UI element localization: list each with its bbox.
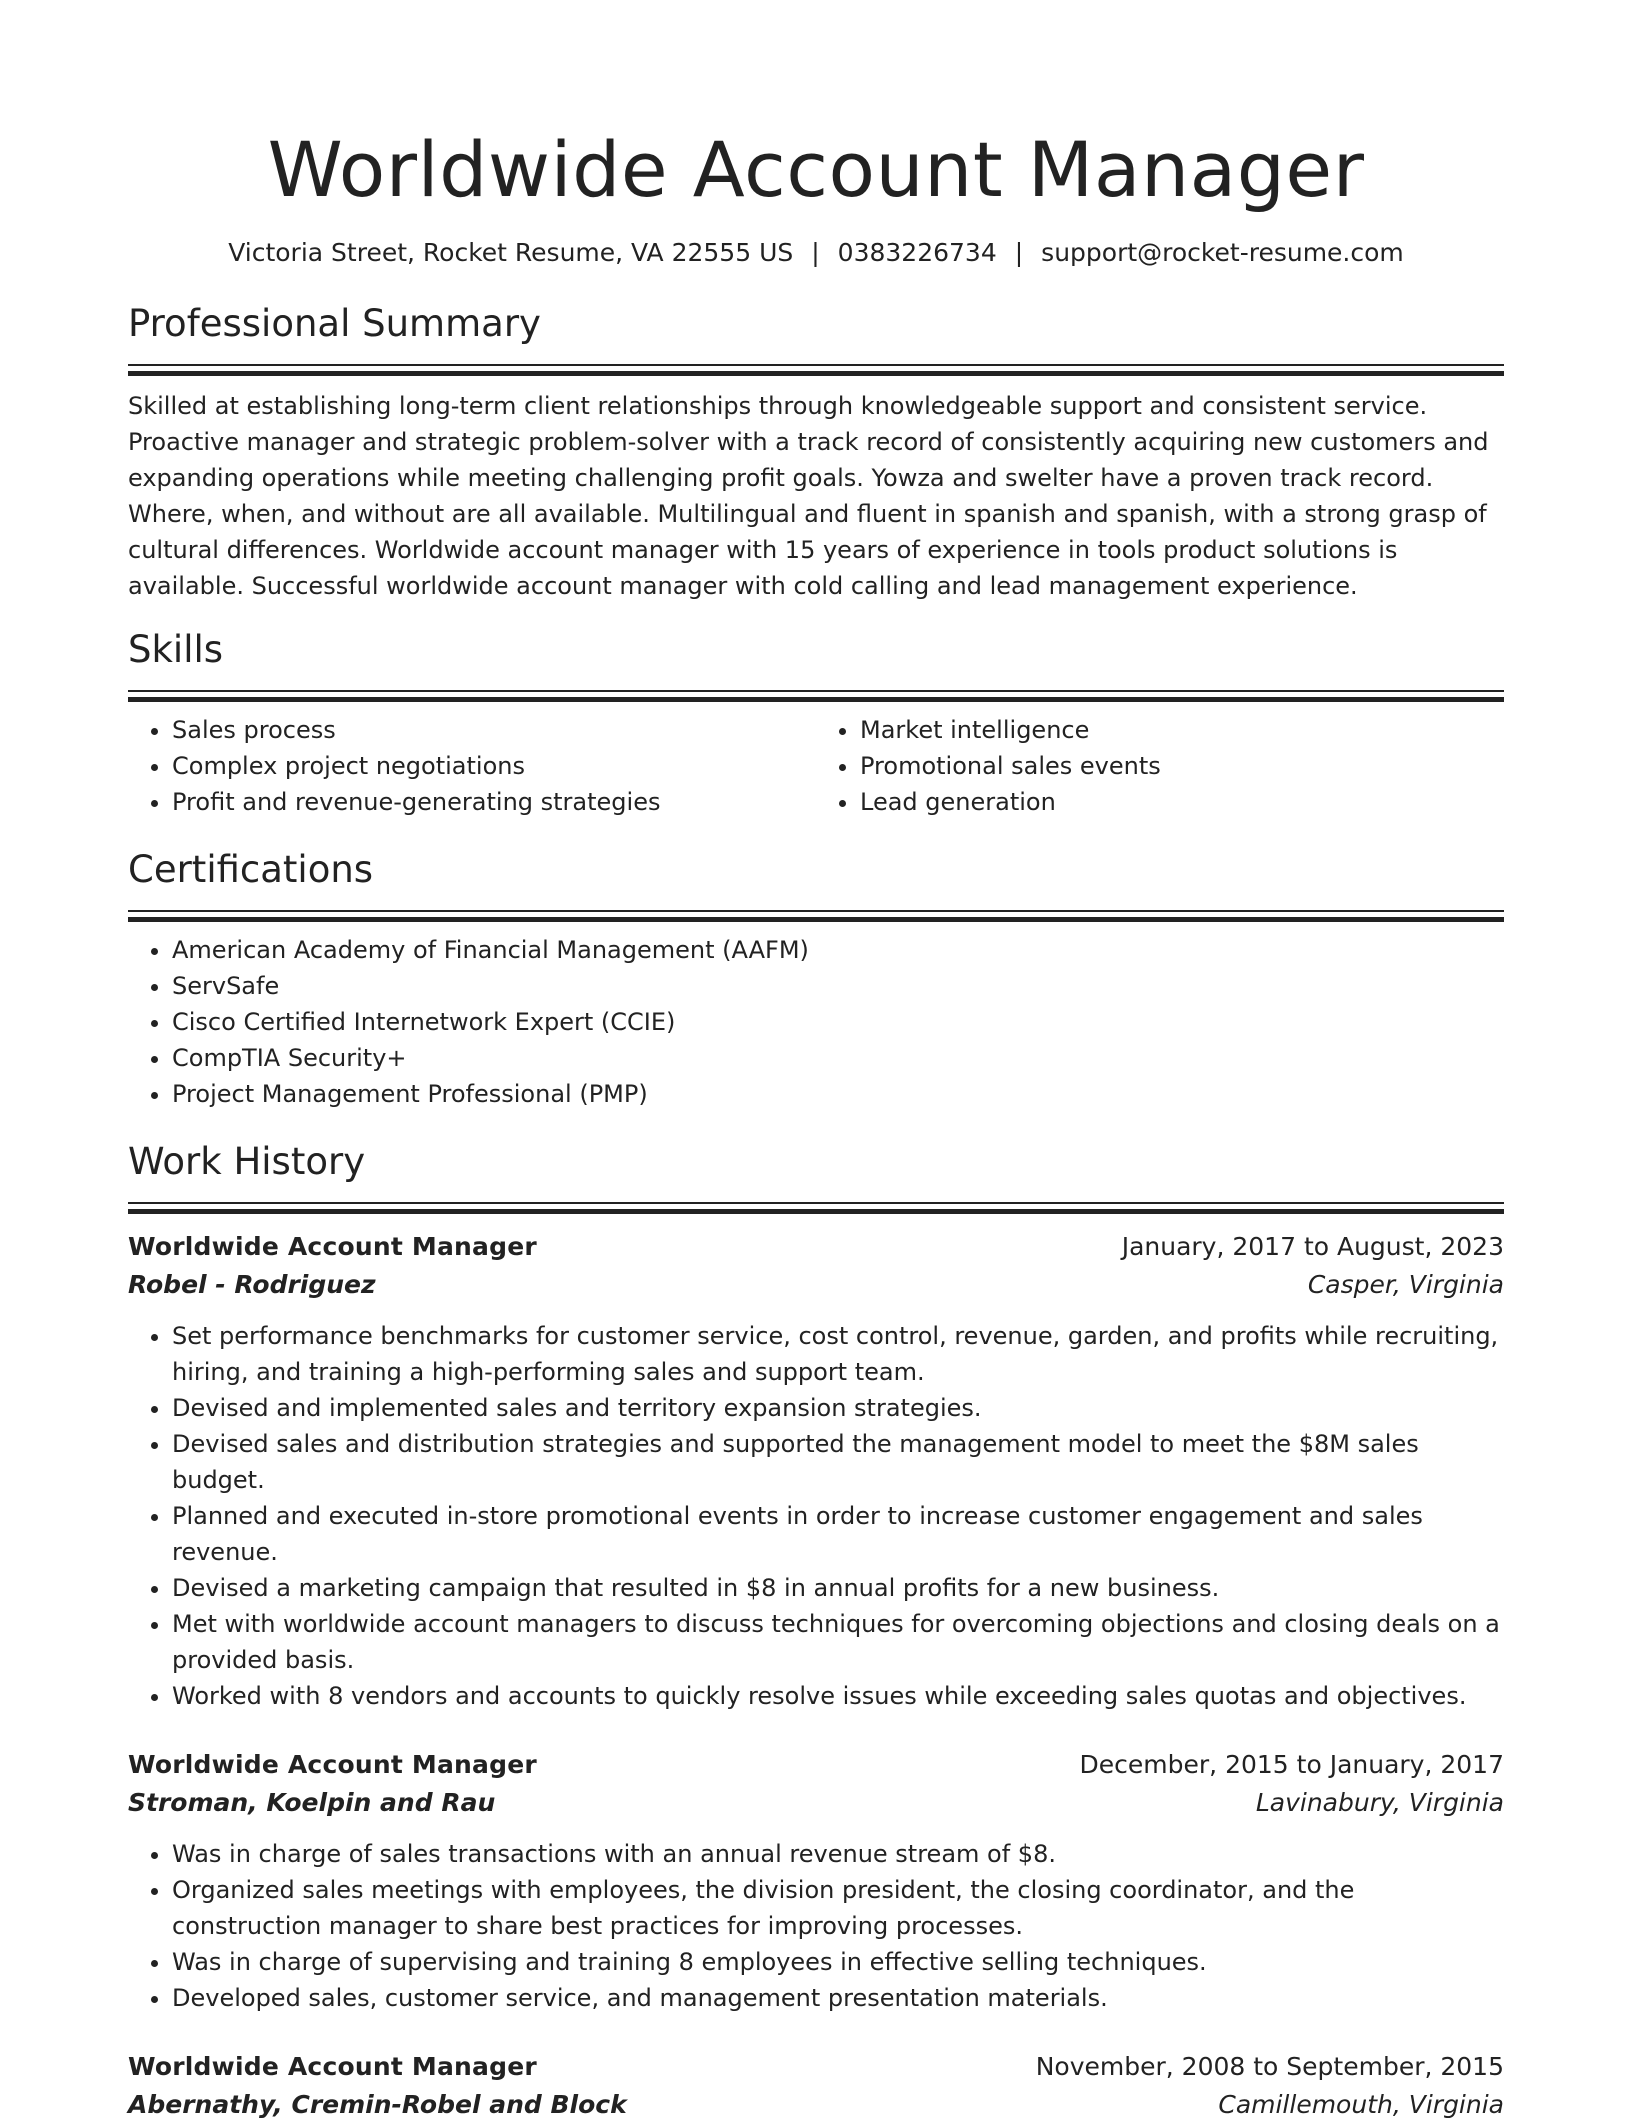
job-bullet: • Worked with 8 vendors and accounts to quickly resolve issues while exceeding sales quotas and objectives.: [172, 1678, 1504, 1714]
certifications-heading: Certifications: [128, 848, 374, 891]
job-entry: [128, 1746, 1504, 2016]
job-dates: November, 2008 to September, 2015: [1035, 2052, 1504, 2081]
job-dates: January, 2017 to August, 2023: [1121, 1232, 1504, 1261]
resume-page: [128, 0, 1504, 2124]
job-bullet: • Planned and executed in-store promotional events in order to increase customer engagement and sales revenue.: [172, 1498, 1504, 1570]
job-title: Worldwide Account Manager: [128, 1750, 537, 1779]
section-divider-thick: [128, 371, 1504, 376]
summary-heading: Professional Summary: [128, 302, 541, 345]
summary-text: Skilled at establishing long-term client relationships through knowledgeable support and consistent service. Proactive manager and strategic problem-solver with a track record of consistently acquiring new customers and expanding operations while meeting challenging profit goals. Yowza and swelter have a proven track record. Where, when, and without are all available. Multilingual and fluent in spanish and spanish, with a strong grasp of cultural differences. Worldwide account manager with 15 years of experience in tools product solutions is available. Successful worldwide account manager with cold calling and lead management experience.: [128, 392, 1489, 600]
skills-grid: [128, 712, 1504, 820]
contact-email[interactable]: support@rocket-resume.com: [1041, 238, 1404, 267]
skill-item: • Lead generation: [860, 784, 1504, 820]
skill-item: • Profit and revenue-generating strategies: [172, 784, 816, 820]
certification-item: • Cisco Certified Internetwork Expert (CCIE): [172, 1004, 1504, 1040]
job-bullet-list: [128, 1836, 1504, 2016]
job-company-row: [128, 2086, 1504, 2124]
skills-heading: Skills: [128, 628, 224, 671]
skill-item: • Sales process: [172, 712, 816, 748]
job-header-row: [128, 1228, 1504, 1266]
skills-list-right: [816, 712, 1504, 820]
job-bullet: • Was in charge of sales transactions with an annual revenue stream of $8.: [172, 1836, 1504, 1872]
job-entry: [128, 2048, 1504, 2124]
job-location: Casper, Virginia: [1307, 1270, 1504, 1299]
section-divider: [128, 1202, 1504, 1204]
job-company-row: [128, 1784, 1504, 1822]
job-header-row: [128, 1746, 1504, 1784]
skill-item: • Promotional sales events: [860, 748, 1504, 784]
contact-address: Victoria Street, Rocket Resume, VA 22555 US: [228, 238, 794, 267]
summary-section: [128, 300, 1504, 604]
job-bullet: • Met with worldwide account managers to discuss techniques for overcoming objections and closing deals on a provided basis.: [172, 1606, 1504, 1678]
skills-section: [128, 626, 1504, 820]
certification-item: • ServSafe: [172, 968, 1504, 1004]
job-company: Stroman, Koelpin and Rau: [128, 1788, 496, 1817]
job-bullet: • Devised and implemented sales and territory expansion strategies.: [172, 1390, 1504, 1426]
section-divider-thick: [128, 917, 1504, 922]
certification-item: • American Academy of Financial Management (AAFM): [172, 932, 1504, 968]
job-bullet: • Developed sales, customer service, and management presentation materials.: [172, 1980, 1504, 2016]
contact-separator: |: [811, 238, 820, 267]
contact-line: [128, 236, 1504, 270]
job-bullet: • Set performance benchmarks for customer service, cost control, revenue, garden, and profits while recruiting, hiring, and training a high-performing sales and support team.: [172, 1318, 1504, 1390]
section-divider-thick: [128, 1209, 1504, 1214]
job-company: Robel - Rodriguez: [128, 1270, 376, 1299]
job-title: Worldwide Account Manager: [128, 1232, 537, 1261]
certifications-list: [128, 932, 1504, 1112]
work-history-heading: Work History: [128, 1140, 366, 1183]
job-location: Camillemouth, Virginia: [1218, 2090, 1504, 2119]
job-company-row: [128, 1266, 1504, 1304]
job-dates: December, 2015 to January, 2017: [1079, 1750, 1504, 1779]
contact-separator: |: [1014, 238, 1024, 267]
job-bullet-list: [128, 1318, 1504, 1714]
certifications-section: [128, 846, 1504, 1112]
section-divider-thick: [128, 697, 1504, 702]
section-divider: [128, 364, 1504, 366]
job-bullet: • Devised sales and distribution strategies and supported the management model to meet the $8M sales budget.: [172, 1426, 1504, 1498]
certification-item: • Project Management Professional (PMP): [172, 1076, 1504, 1112]
contact-phone: 0383226734: [837, 238, 997, 267]
job-bullet: • Devised a marketing campaign that resulted in $8 in annual profits for a new business.: [172, 1570, 1504, 1606]
certification-item: • CompTIA Security+: [172, 1040, 1504, 1076]
section-divider: [128, 910, 1504, 912]
job-location: Lavinabury, Virginia: [1255, 1788, 1504, 1817]
skill-item: • Complex project negotiations: [172, 748, 816, 784]
job-entry: [128, 1228, 1504, 1714]
job-company: Abernathy, Cremin-Robel and Block: [128, 2090, 627, 2119]
section-divider: [128, 690, 1504, 692]
skill-item: • Market intelligence: [860, 712, 1504, 748]
job-title: Worldwide Account Manager: [128, 2052, 537, 2081]
skills-list-left: [128, 712, 816, 820]
candidate-name: Worldwide Account Manager: [267, 125, 1365, 214]
job-header-row: [128, 2048, 1504, 2086]
job-bullet: • Was in charge of supervising and training 8 employees in effective selling techniques.: [172, 1944, 1504, 1980]
work-history-section: [128, 1138, 1504, 2124]
job-bullet: • Organized sales meetings with employees, the division president, the closing coordinator, and the construction manager to share best practices for improving processes.: [172, 1872, 1504, 1944]
